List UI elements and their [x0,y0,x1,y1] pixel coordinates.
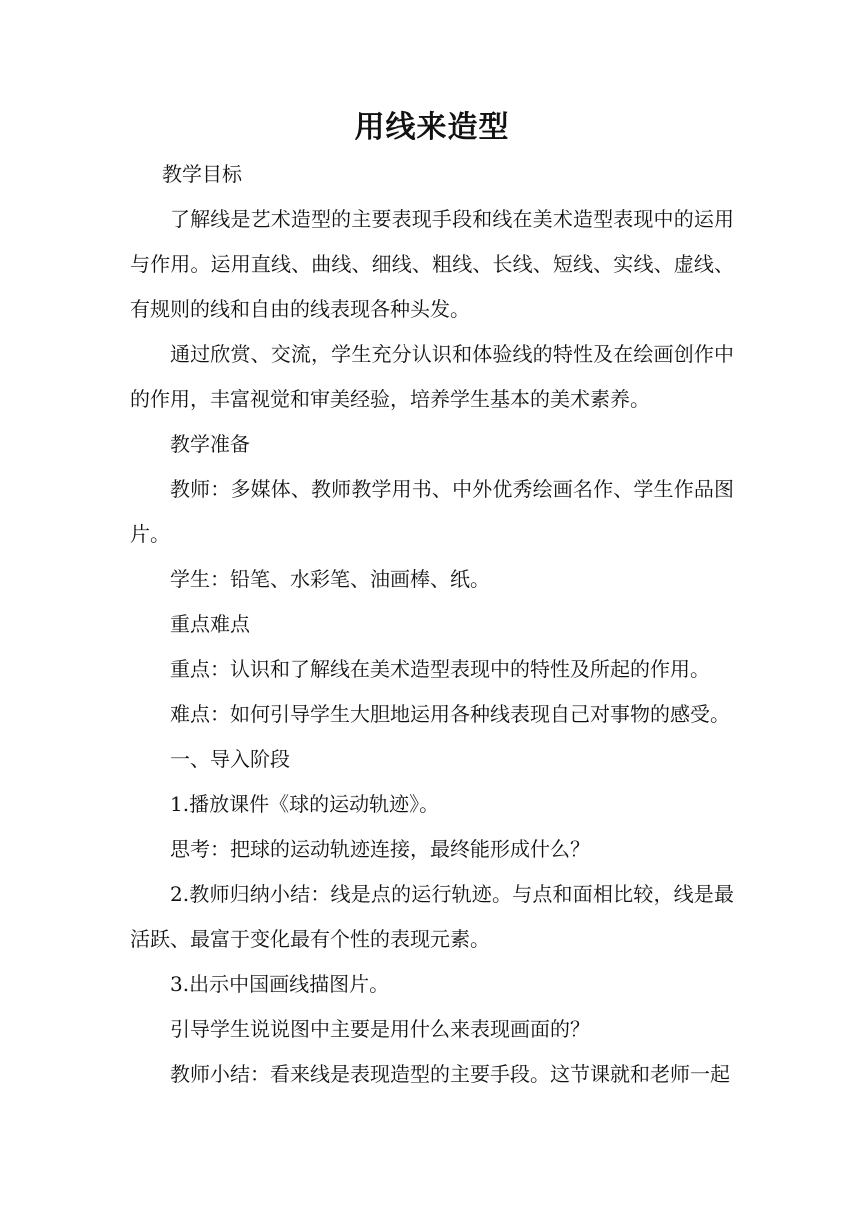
document-page [130,104,734,1097]
paragraph-goal-1: 了解线是艺术造型的主要表现手段和线在美术造型表现中的运用与作用。运用直线、曲线、细线、粗线、长线、短线、实线、虚线、有规则的线和自由的线表现各种头发。 [130,207,734,321]
paragraph-teacher-materials: 教师：多媒体、教师教学用书、中外优秀绘画名作、学生作品图片。 [130,477,734,546]
paragraph-step-3: 3.出示中国画线描图片。 [170,972,390,996]
paragraph-key-point: 重点：认识和了解线在美术造型表现中的特性及所起的作用。 [170,657,710,681]
paragraph-step-1: 1.播放课件《球的运动轨迹》。 [170,792,440,816]
paragraph-summary: 教师小结：看来线是表现造型的主要手段。这节课就和老师一起 [170,1062,730,1086]
paragraph-student-materials: 学生：铅笔、水彩笔、油画棒、纸。 [170,567,490,591]
paragraph-goal-2: 通过欣赏、交流，学生充分认识和体验线的特性及在绘画创作中的作用，丰富视觉和审美经验，培养学生基本的美术素养。 [130,342,734,411]
document-title: 用线来造型 [354,110,510,145]
section-heading-teaching-goals: 教学目标 [162,162,242,186]
paragraph-difficulty: 难点：如何引导学生大胆地运用各种线表现自己对事物的感受。 [170,702,730,726]
section-heading-introduction: 一、导入阶段 [170,747,290,771]
section-heading-key-points: 重点难点 [170,612,250,636]
paragraph-step-2: 2.教师归纳小结：线是点的运行轨迹。与点和面相比较，线是最活跃、最富于变化最有个性的表现元素。 [130,882,734,951]
paragraph-guide: 引导学生说说图中主要是用什么来表现画面的？ [170,1017,590,1041]
section-heading-preparation: 教学准备 [170,432,250,456]
paragraph-think: 思考：把球的运动轨迹连接，最终能形成什么？ [170,837,590,861]
